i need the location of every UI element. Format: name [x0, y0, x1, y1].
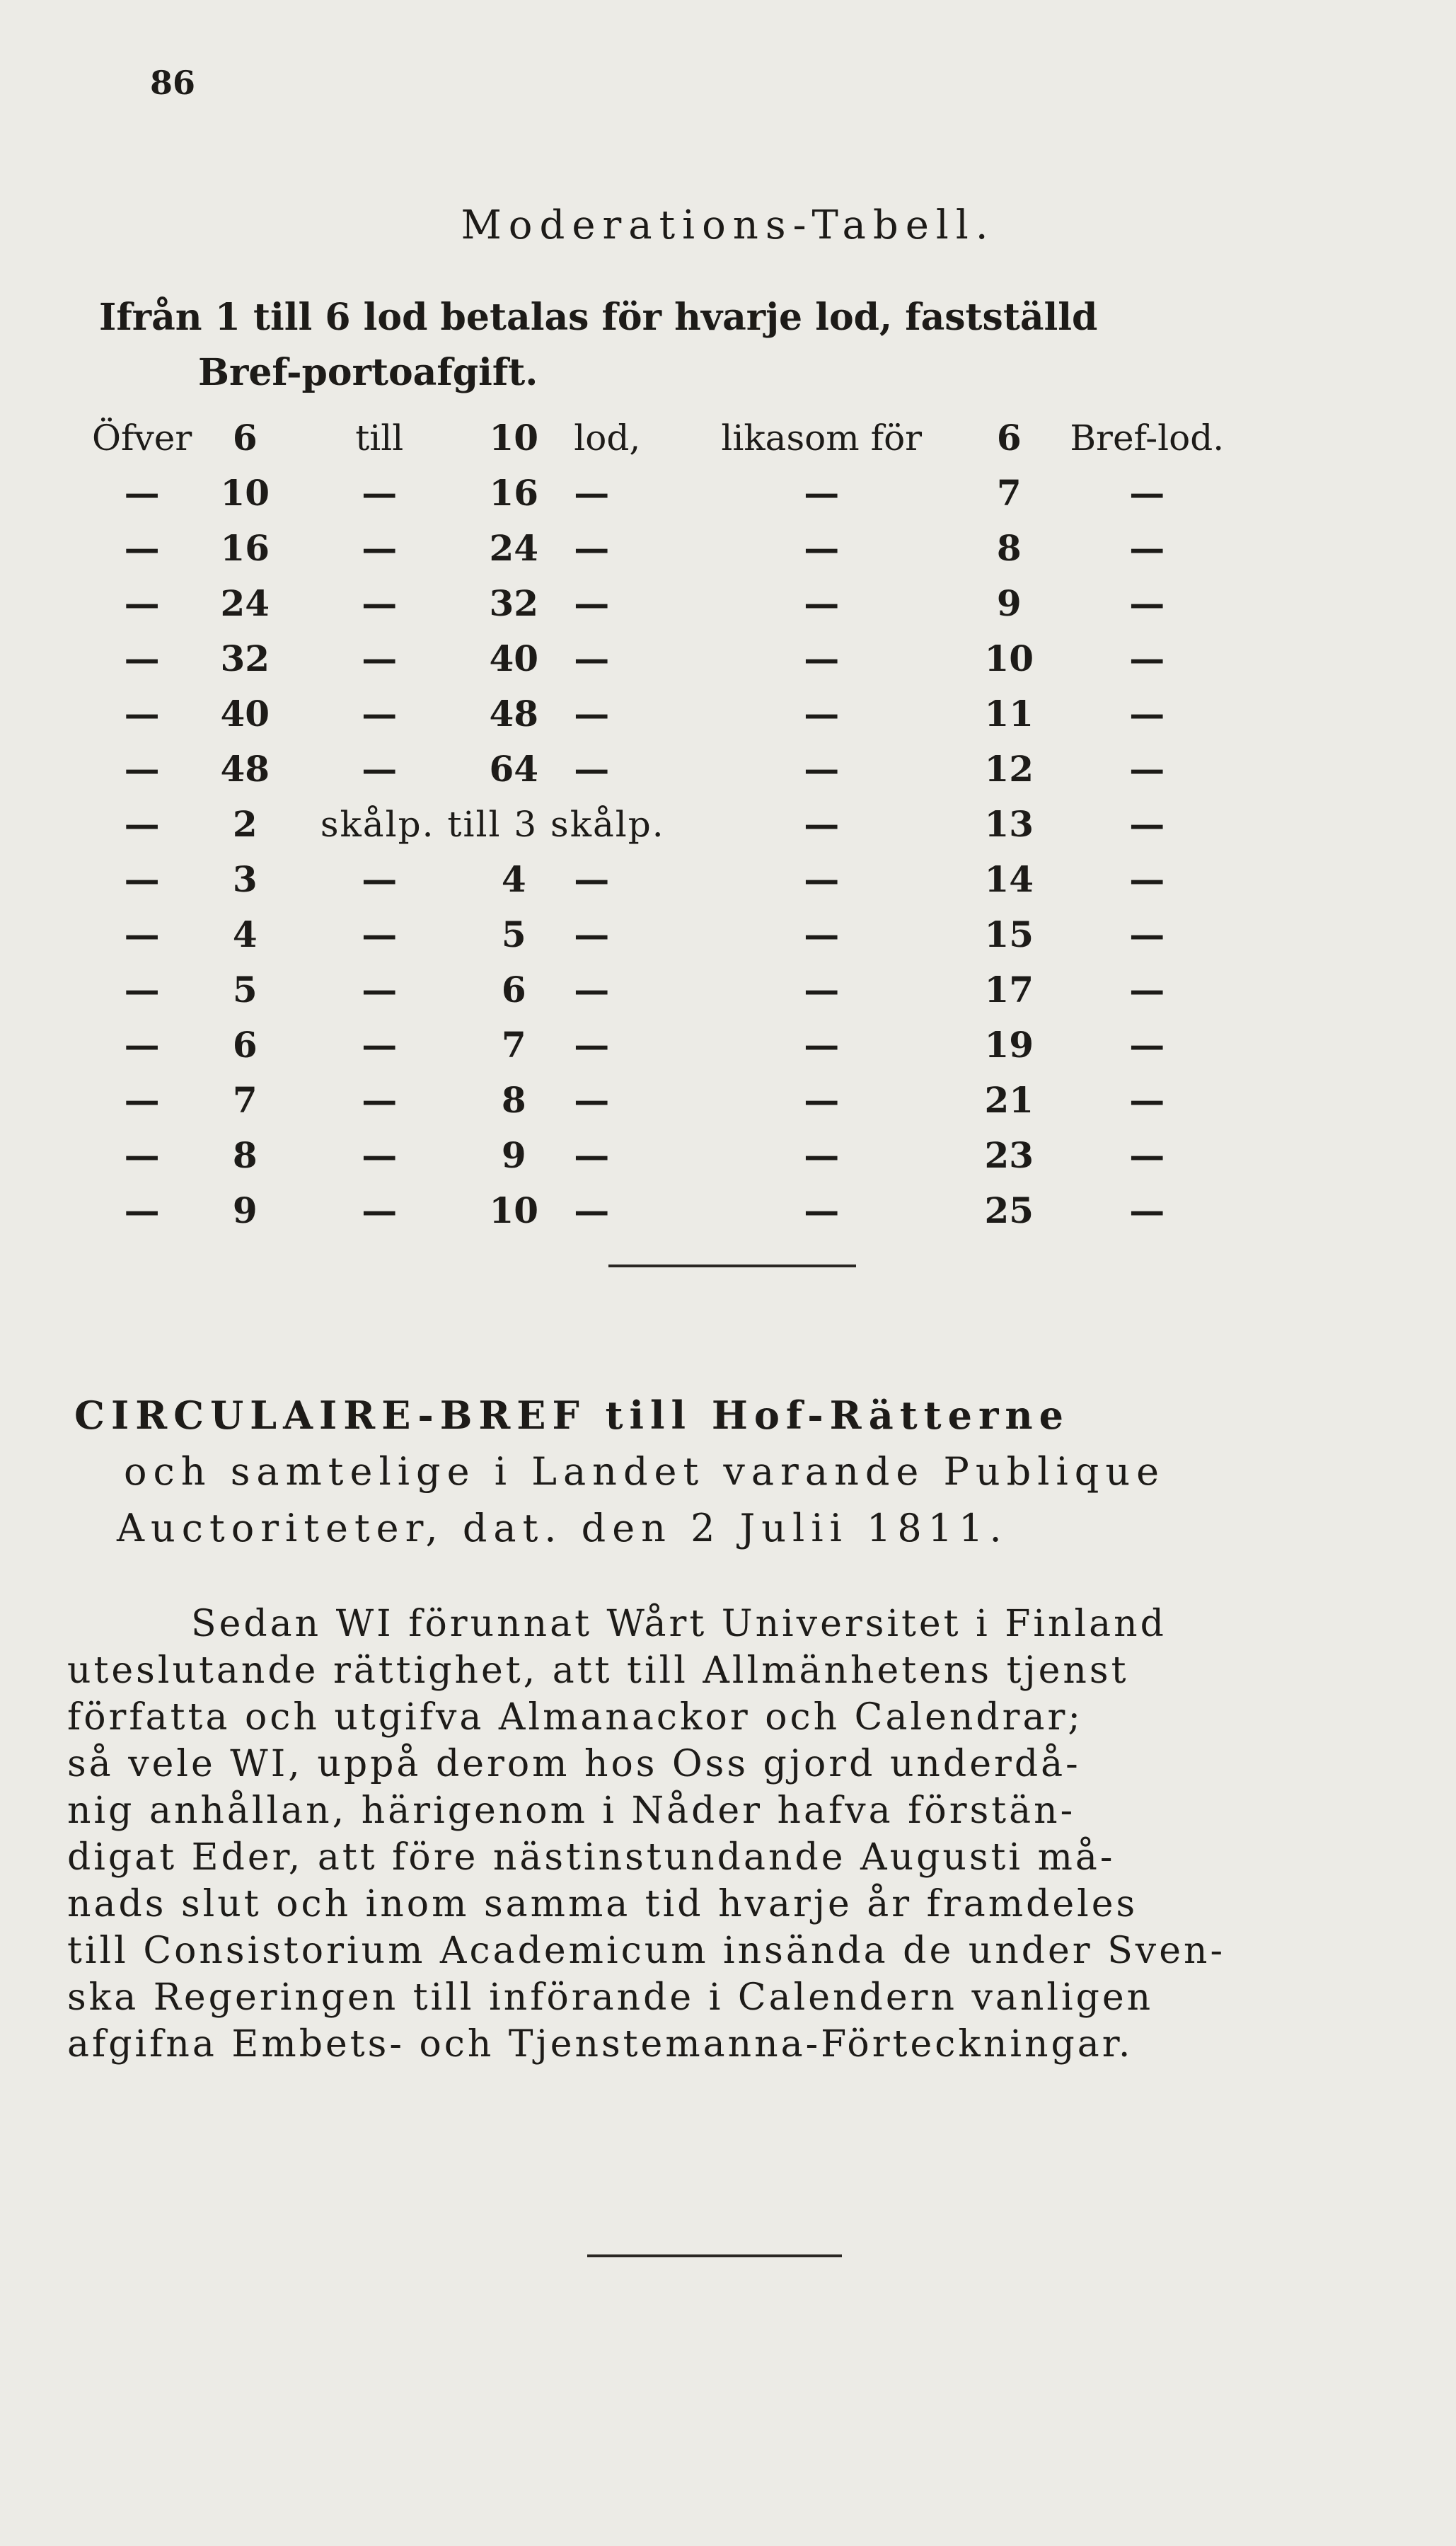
- row-prefix: —: [124, 638, 160, 679]
- row-to: 8: [501, 1079, 526, 1121]
- circular-heading-line-3: Auctoriteter, dat. den 2 Julii 1811.: [117, 1506, 1008, 1550]
- body-line: till Consistorium Academicum insända de under Sven-: [67, 1930, 1226, 1972]
- row-till: —: [362, 914, 398, 955]
- row-from: 48: [220, 748, 270, 790]
- row-till: —: [362, 638, 398, 679]
- circular-heading-line-2: och samtelige i Landet varande Publique: [124, 1449, 1166, 1494]
- row-from: 6: [232, 417, 258, 459]
- table-row: [92, 521, 1232, 576]
- circular-heading-line-1: CIRCULAIRE-BREF till Hof-Rätterne: [74, 1393, 1070, 1438]
- row-count: 11: [984, 693, 1034, 735]
- row-prefix: —: [124, 1190, 160, 1231]
- row-till: —: [362, 858, 398, 900]
- row-likasom: —: [804, 914, 840, 955]
- circular-heading: [74, 1387, 1404, 1557]
- row-to: 4: [501, 858, 526, 900]
- row-prefix: —: [124, 582, 160, 624]
- row-from: 40: [220, 693, 270, 735]
- table-row: [92, 466, 1232, 521]
- row-prefix: —: [124, 527, 160, 569]
- row-likasom: —: [804, 527, 840, 569]
- row-unit: —: [574, 748, 610, 790]
- row-suffix: —: [1129, 1190, 1165, 1231]
- row-likasom: —: [804, 858, 840, 900]
- row-likasom: —: [804, 582, 840, 624]
- row-till: —: [362, 582, 398, 624]
- circular-body: [67, 1601, 1397, 2068]
- table-row: [92, 1018, 1232, 1073]
- row-to: 16: [489, 472, 539, 514]
- table-row: [92, 962, 1232, 1018]
- row-unit: —: [574, 858, 610, 900]
- row-from: 9: [232, 1190, 258, 1231]
- body-line: nig anhållan, härigenom i Nåder hafva förstän-: [67, 1790, 1076, 1832]
- row-count: 8: [996, 527, 1022, 569]
- row-suffix: —: [1129, 1079, 1165, 1121]
- page-number: 86: [150, 64, 196, 102]
- body-line: Sedan WI förunnat Wårt Universitet i Finland: [191, 1603, 1167, 1645]
- table-row: [92, 1073, 1232, 1128]
- row-likasom: —: [804, 1190, 840, 1231]
- row-suffix: —: [1129, 969, 1165, 1010]
- row-unit: —: [574, 472, 610, 514]
- row-suffix: —: [1129, 472, 1165, 514]
- table-row: [92, 631, 1232, 686]
- row-till: —: [362, 527, 398, 569]
- row-to: 32: [489, 582, 539, 624]
- row-from: 32: [220, 638, 270, 679]
- row-unit: —: [574, 638, 610, 679]
- row-prefix: —: [124, 693, 160, 735]
- row-from: 4: [232, 914, 258, 955]
- row-from: 8: [232, 1134, 258, 1176]
- row-count: 21: [984, 1079, 1034, 1121]
- row-till: till: [355, 417, 404, 459]
- row-to: 6: [501, 969, 526, 1010]
- row-prefix: —: [124, 1134, 160, 1176]
- row-to: 40: [489, 638, 539, 679]
- row-till: —: [362, 1024, 398, 1066]
- row-unit: —: [574, 693, 610, 735]
- row-unit: —: [574, 1079, 610, 1121]
- row-likasom: likasom för: [721, 417, 923, 459]
- row-unit: —: [574, 914, 610, 955]
- row-suffix: —: [1129, 638, 1165, 679]
- row-from: 2: [232, 803, 258, 845]
- table-row: [92, 1128, 1232, 1183]
- row-to: 64: [489, 748, 539, 790]
- table-title: Moderations-Tabell.: [461, 202, 995, 248]
- row-suffix: —: [1129, 748, 1165, 790]
- row-likasom: —: [804, 638, 840, 679]
- row-from: 5: [232, 969, 258, 1010]
- row-count: 25: [984, 1190, 1034, 1231]
- row-prefix: —: [124, 803, 160, 845]
- table-row: [92, 742, 1232, 797]
- row-prefix: —: [124, 472, 160, 514]
- table-row: [92, 686, 1232, 742]
- row-likasom: —: [804, 1134, 840, 1176]
- table-row: [92, 852, 1232, 907]
- row-unit: —: [574, 1190, 610, 1231]
- row-suffix: —: [1129, 527, 1165, 569]
- row-suffix: —: [1129, 914, 1165, 955]
- row-suffix: —: [1129, 858, 1165, 900]
- intro-line-1: Ifrån 1 till 6 lod betalas för hvarje lod, fastställd: [99, 296, 1098, 339]
- intro-text: [99, 290, 1429, 401]
- row-likasom: —: [804, 693, 840, 735]
- body-line: uteslutande rättighet, att till Allmänhetens tjenst: [67, 1649, 1129, 1692]
- row-to: 7: [501, 1024, 526, 1066]
- row-unit: —: [574, 969, 610, 1010]
- row-count: 15: [984, 914, 1034, 955]
- row-likasom: —: [804, 969, 840, 1010]
- body-line: ska Regeringen till införande i Calendern vanligen: [67, 1976, 1154, 2019]
- row-suffix: —: [1129, 803, 1165, 845]
- row-to: 9: [501, 1134, 526, 1176]
- table-row: [92, 576, 1232, 631]
- row-count: 7: [996, 472, 1022, 514]
- row-till: —: [362, 1079, 398, 1121]
- row-from: 7: [232, 1079, 258, 1121]
- table-row: [92, 797, 1232, 852]
- row-prefix: Öfver: [92, 417, 192, 459]
- row-likasom: —: [804, 748, 840, 790]
- row-count: 19: [984, 1024, 1034, 1066]
- row-from: 16: [220, 527, 270, 569]
- row-unit: —: [574, 582, 610, 624]
- row-likasom: —: [804, 803, 840, 845]
- row-likasom: —: [804, 1024, 840, 1066]
- row-from: 10: [220, 472, 270, 514]
- row-to: 5: [501, 914, 526, 955]
- end-divider: [587, 2254, 842, 2257]
- section-divider: [608, 1265, 856, 1267]
- row-to: 10: [489, 1190, 539, 1231]
- row-unit: —: [574, 1134, 610, 1176]
- row-prefix: —: [124, 748, 160, 790]
- row-from: 6: [232, 1024, 258, 1066]
- body-line: så vele WI, uppå derom hos Oss gjord underdå-: [67, 1743, 1081, 1785]
- row-till: —: [362, 1134, 398, 1176]
- row-prefix: —: [124, 1024, 160, 1066]
- row-till: —: [362, 969, 398, 1010]
- row-suffix: Bref-lod.: [1070, 417, 1225, 459]
- row-to: 10: [489, 417, 539, 459]
- body-line: nads slut och inom samma tid hvarje år framdeles: [67, 1883, 1138, 1925]
- row-count: 9: [996, 582, 1022, 624]
- row-unit: —: [574, 527, 610, 569]
- row-till: —: [362, 693, 398, 735]
- row-count: 13: [984, 803, 1034, 845]
- table-row: [92, 907, 1232, 962]
- row-likasom: —: [804, 1079, 840, 1121]
- row-prefix: —: [124, 969, 160, 1010]
- row-to: 48: [489, 693, 539, 735]
- row-till: —: [362, 472, 398, 514]
- row-count: 12: [984, 748, 1034, 790]
- row-suffix: —: [1129, 582, 1165, 624]
- body-line: författa och utgifva Almanackor och Calendrar;: [67, 1696, 1083, 1739]
- row-from: 3: [232, 858, 258, 900]
- rate-table: [92, 410, 1232, 1238]
- row-count: 6: [996, 417, 1022, 459]
- row-count: 14: [984, 858, 1034, 900]
- row-till: —: [362, 748, 398, 790]
- row-suffix: —: [1129, 693, 1165, 735]
- row-likasom: —: [804, 472, 840, 514]
- row-from: 24: [220, 582, 270, 624]
- row-middle: skålp. till 3 skålp.: [320, 804, 665, 845]
- row-count: 23: [984, 1134, 1034, 1176]
- row-to: 24: [489, 527, 539, 569]
- table-row: [92, 410, 1232, 466]
- row-unit: —: [574, 1024, 610, 1066]
- row-prefix: —: [124, 858, 160, 900]
- table-row: [92, 1183, 1232, 1238]
- row-prefix: —: [124, 1079, 160, 1121]
- row-suffix: —: [1129, 1024, 1165, 1066]
- row-prefix: —: [124, 914, 160, 955]
- row-unit: lod,: [574, 417, 641, 459]
- body-line: digat Eder, att före nästinstundande Augusti må-: [67, 1836, 1116, 1879]
- row-count: 10: [984, 638, 1034, 679]
- row-till: —: [362, 1190, 398, 1231]
- row-count: 17: [984, 969, 1034, 1010]
- intro-line-2: Bref-portoafgift.: [198, 351, 538, 394]
- body-line: afgifna Embets- och Tjenstemanna-Förteckningar.: [67, 2023, 1133, 2066]
- row-suffix: —: [1129, 1134, 1165, 1176]
